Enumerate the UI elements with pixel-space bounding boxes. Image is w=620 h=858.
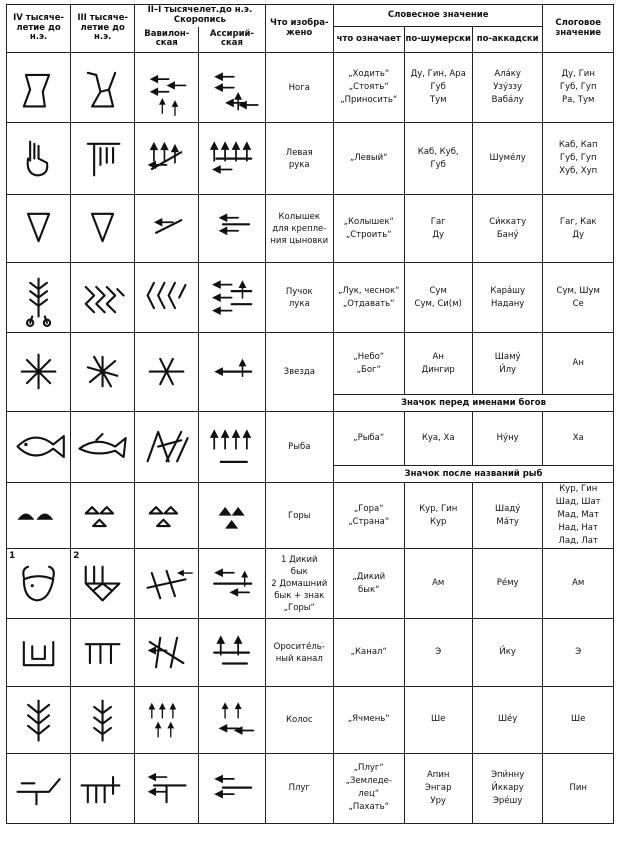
akkadian-cell-line: И́ккару [491, 782, 524, 793]
meaning-cell-line: „Гора“ [353, 503, 384, 514]
sumerian-cell [404, 412, 472, 466]
meaning-cell [333, 195, 404, 263]
syllabic-cell-line: Ду, Гин [561, 69, 595, 79]
what-depicted [265, 483, 333, 549]
header-col-assyrian: Ассирий-ская [199, 27, 265, 53]
syllabic-cell-line: Хуб, Хуп [559, 166, 598, 176]
sumerian-cell [404, 333, 472, 395]
star-iv-icon [7, 333, 71, 412]
onion-iv-icon [7, 263, 71, 333]
canal-iii-icon [71, 619, 135, 687]
akkadian-cell [472, 333, 543, 395]
fish-babylonian-icon [135, 412, 199, 483]
akkadian-cell-line: Ре́му [496, 578, 519, 589]
akkadian-cell [472, 483, 543, 549]
header-col-akkadian: по-аккадски [472, 27, 543, 53]
meaning-cell [333, 123, 404, 195]
header-col-verbal: Словесное значение [333, 5, 542, 27]
fish-iii-icon [71, 412, 135, 483]
meaning-cell [333, 753, 404, 823]
canal-assyrian-icon [199, 619, 265, 687]
sumerian-cell [404, 619, 472, 687]
akkadian-cell-line: Шуме́лу [489, 153, 526, 163]
table-row [7, 53, 614, 123]
what-depicted-line: ный канал [275, 653, 323, 664]
what-depicted-line: для крепле- [272, 223, 327, 234]
table-row [7, 333, 614, 395]
peg-babylonian-icon [135, 195, 199, 263]
peg-assyrian-icon [199, 195, 265, 263]
sumerian-cell-line: Губ [430, 82, 446, 92]
meaning-cell-line: „Плуг“ [353, 763, 384, 773]
what-depicted-line: Звезда [283, 367, 315, 377]
meaning-cell [333, 263, 404, 333]
akkadian-cell [472, 753, 543, 823]
ear-assyrian-icon [199, 687, 265, 753]
left-hand-babylonian-icon [135, 123, 199, 195]
variant-number: 1 [9, 551, 16, 562]
star-babylonian-icon [135, 333, 199, 412]
what-depicted [265, 687, 333, 753]
bull-iii-icon [71, 549, 135, 619]
meaning-cell-line: „Небо“ [353, 351, 385, 362]
sumerian-cell-line: Ан [432, 351, 444, 362]
meaning-cell [333, 333, 404, 395]
syllabic-cell-line: Гаг, Как [559, 216, 597, 227]
what-depicted-line: Колос [286, 714, 313, 725]
syllabic-cell [543, 263, 614, 333]
peg-iii-icon [71, 195, 135, 263]
syllabic-cell [543, 483, 614, 549]
sumerian-cell-line: Апин [426, 769, 450, 780]
syllabic-cell-line: Э [575, 647, 582, 658]
sumerian-cell [404, 123, 472, 195]
akkadian-cell-line: Эре́шу [492, 795, 523, 806]
syllabic-cell-line: Сум, Шум [556, 285, 600, 296]
left-hand-assyrian-icon [199, 123, 265, 195]
meaning-cell-line: лец“ [358, 789, 380, 799]
meaning-cell-line: „Строить“ [345, 229, 392, 240]
what-depicted [265, 195, 333, 263]
syllabic-cell-line: Ан [572, 358, 584, 368]
meaning-cell [333, 53, 404, 123]
header-col-sumerian: по-шумерски [404, 27, 472, 53]
table-row [7, 195, 614, 263]
sumerian-cell-line: Ду, Гин, Ара [410, 69, 466, 79]
sumerian-cell-line: Тум [429, 95, 447, 105]
sumerian-cell-line: Ду [432, 229, 445, 240]
what-depicted-line: Нога [288, 82, 310, 93]
table-row [7, 687, 614, 753]
mountain-assyrian-icon [199, 483, 265, 549]
syllabic-cell-line: Пин [569, 782, 587, 793]
sumerian-cell [404, 195, 472, 263]
sumerian-cell-line: Ам [432, 578, 445, 589]
sumerian-cell [404, 263, 472, 333]
ear-babylonian-icon [135, 687, 199, 753]
syllabic-cell-line: Каб, Кап [558, 140, 598, 150]
meaning-cell-line: „Канал“ [350, 647, 387, 658]
fish-iv-icon [7, 412, 71, 483]
what-depicted [265, 549, 333, 619]
what-depicted-line: 2 Домашний [271, 578, 328, 589]
header-col-ii-i-title: II–I тысячелет.до н.э. [147, 5, 253, 16]
akkadian-cell-line: Ну́ну [496, 433, 519, 443]
plough-iii-icon [71, 753, 135, 823]
akkadian-cell-line: Надану [491, 298, 525, 309]
ear-iv-icon [7, 687, 71, 753]
syllabic-cell [543, 333, 614, 395]
syllabic-cell-line: Ра, Тум [562, 95, 595, 105]
meaning-cell-line: „Ячмень“ [347, 714, 390, 725]
what-depicted-line: ния цыновки [270, 235, 329, 246]
akkadian-cell [472, 619, 543, 687]
what-depicted-line: Плуг [288, 783, 310, 793]
mountain-iv-icon [7, 483, 71, 549]
syllabic-cell-line: Шад, Шат [555, 497, 601, 508]
sumerian-cell [404, 549, 472, 619]
table-row [7, 263, 614, 333]
meaning-cell-line: „Левый“ [349, 153, 388, 163]
variant-number: 2 [73, 551, 80, 562]
akkadian-cell-line: Ала́ку [494, 69, 521, 79]
sumerian-cell-line: Уру [430, 795, 446, 806]
bull-assyrian-icon [199, 549, 265, 619]
meaning-cell [333, 412, 404, 466]
syllabic-cell [543, 753, 614, 823]
syllabic-cell-line: Мад, Мат [557, 510, 599, 521]
table-row [7, 483, 614, 549]
foot-iii-icon [71, 53, 135, 123]
onion-babylonian-icon [135, 263, 199, 333]
sumerian-cell [404, 687, 472, 753]
meaning-cell [333, 619, 404, 687]
meaning-cell-line: „Лук, чеснок“ [337, 285, 400, 296]
star-assyrian-icon [199, 333, 265, 412]
onion-iii-icon [71, 263, 135, 333]
mountain-babylonian-icon [135, 483, 199, 549]
syllabic-cell-line: Лад, Лат [558, 536, 598, 547]
akkadian-cell-line: Эпи́нну [491, 769, 525, 780]
what-depicted [265, 753, 333, 823]
what-depicted-line: Горы [288, 510, 311, 521]
plough-assyrian-icon [199, 753, 265, 823]
star-iii-icon [71, 333, 135, 412]
syllabic-cell-line: Ду [572, 229, 585, 240]
akkadian-cell-line: Узу́ззу [493, 82, 523, 92]
what-depicted-line: Рыба [288, 442, 311, 452]
what-depicted-line: Левая [285, 147, 313, 158]
meaning-cell-line: „Дикий [352, 571, 386, 582]
akkadian-cell-line: Ма́ту [496, 516, 519, 527]
syllabic-cell [543, 195, 614, 263]
what-depicted-line: бык [290, 566, 308, 577]
meaning-cell-line: „Приносить“ [340, 95, 398, 105]
sumerian-cell-line: Кур, Гин [419, 503, 458, 514]
syllabic-cell-line: Губ, Гуп [559, 82, 597, 92]
what-depicted-line: лука [288, 298, 310, 309]
meaning-cell-line: „Земледе- [345, 776, 392, 786]
syllabic-cell-line: Губ, Гуп [559, 153, 597, 163]
header-col-syllabic: Слоговое значение [543, 5, 614, 53]
table-row [7, 619, 614, 687]
table-body [7, 53, 614, 824]
akkadian-cell-line: Кара́шу [490, 285, 525, 296]
akkadian-cell [472, 687, 543, 753]
meaning-cell [333, 483, 404, 549]
what-depicted-line: рука [288, 159, 310, 170]
what-depicted [265, 619, 333, 687]
meaning-cell-line: „Бог“ [356, 364, 381, 375]
what-depicted [265, 263, 333, 333]
what-depicted-line: „Горы“ [283, 602, 315, 613]
sumerian-cell-line: Каб, Куб, [417, 146, 459, 157]
foot-iv-icon [7, 53, 71, 123]
sumerian-cell-line: Куа, Ха [421, 433, 455, 443]
what-depicted [265, 333, 333, 412]
syllabic-cell [543, 687, 614, 753]
sumerian-cell-line: Сум [429, 285, 447, 296]
meaning-cell-line: „Стоять“ [348, 82, 389, 92]
sumerian-cell [404, 483, 472, 549]
sumerian-cell [404, 53, 472, 123]
meaning-cell [333, 549, 404, 619]
table-row [7, 549, 614, 619]
header-col-what: Что изобра-жено [265, 5, 333, 53]
meaning-cell-line: бык“ [357, 584, 380, 595]
peg-iv-icon [7, 195, 71, 263]
meaning-cell-line: „Колышек“ [343, 216, 394, 227]
sumerian-cell-line: Сум, Си(м) [414, 298, 462, 309]
header-col-iv: IV тысяче-летие до н.э. [7, 5, 71, 53]
cuneiform-table [6, 4, 614, 824]
left-hand-iii-icon [71, 123, 135, 195]
akkadian-cell [472, 53, 543, 123]
plough-iv-icon [7, 753, 71, 823]
syllabic-cell [543, 412, 614, 466]
header-col-ii-i [135, 5, 265, 27]
akkadian-cell-line: Ше́у [497, 714, 518, 725]
akkadian-cell-line: И́лу [499, 364, 517, 375]
akkadian-cell [472, 412, 543, 466]
bull-babylonian-icon [135, 549, 199, 619]
header-col-iii: III тысяче-летие до н.э. [71, 5, 135, 53]
akkadian-cell [472, 263, 543, 333]
sumerian-cell-line: Гаг [430, 216, 446, 227]
canal-iv-icon [7, 619, 71, 687]
syllabic-cell-line: Се [572, 298, 584, 309]
what-depicted-line: бык + знак [274, 590, 325, 601]
header-col-babylonian: Вавилон-ская [135, 27, 199, 53]
meaning-cell-line: „Ходить“ [348, 69, 390, 79]
sumerian-cell-line: Кур [429, 516, 447, 527]
syllabic-cell-line: Кур, Гин [559, 484, 598, 495]
what-depicted-line: Пучок [285, 286, 313, 297]
akkadian-cell [472, 123, 543, 195]
bull-iv-icon [7, 549, 71, 619]
fish-assyrian-icon [199, 412, 265, 483]
table-row [7, 412, 614, 466]
what-depicted [265, 412, 333, 483]
syllabic-cell-line: Ам [572, 578, 585, 589]
header-col-ii-i-sub: Скоропись [173, 14, 226, 25]
syllabic-cell [543, 619, 614, 687]
meaning-cell-line: „Страна“ [348, 516, 390, 527]
akkadian-cell-line: Си́ккату [489, 216, 527, 227]
syllabic-cell [543, 123, 614, 195]
what-depicted-line: Оросите́ль- [273, 641, 325, 652]
sumerian-cell-line: Э [435, 647, 442, 658]
header-col-means: что означает [333, 27, 404, 53]
syllabic-cell-line: Ха [572, 433, 584, 443]
sumerian-cell-line: Ше [431, 714, 446, 725]
akkadian-cell-line: Бану́ [496, 229, 519, 240]
cuneiform-table-sheet [6, 4, 614, 854]
table-row [7, 123, 614, 195]
canal-babylonian-icon [135, 619, 199, 687]
sumerian-cell-line: Энгар [424, 782, 452, 793]
meaning-cell-line: „Отдавать“ [342, 298, 395, 309]
onion-assyrian-icon [199, 263, 265, 333]
syllabic-cell-line: Над, Нат [558, 523, 598, 534]
foot-assyrian-icon [199, 53, 265, 123]
table-row [7, 753, 614, 823]
meaning-cell-line: „Рыба“ [353, 433, 385, 443]
syllabic-cell-line: Ше [571, 714, 586, 725]
ear-iii-icon [71, 687, 135, 753]
what-depicted [265, 53, 333, 123]
sumerian-cell-line: Дингир [421, 364, 455, 375]
meaning-cell [333, 687, 404, 753]
akkadian-cell [472, 549, 543, 619]
what-depicted-line: Колышек [278, 211, 321, 222]
meaning-cell-line: „Пахать“ [348, 802, 390, 812]
determinative-note: Значок после названий рыб [333, 466, 613, 483]
akkadian-cell [472, 195, 543, 263]
sumerian-cell-line: Губ [430, 159, 446, 170]
what-depicted-line: 1 Дикий [281, 554, 318, 565]
syllabic-cell [543, 549, 614, 619]
akkadian-cell-line: Шаду́ [495, 503, 521, 514]
mountain-iii-icon [71, 483, 135, 549]
plough-babylonian-icon [135, 753, 199, 823]
akkadian-cell-line: И́ку [499, 647, 516, 658]
syllabic-cell [543, 53, 614, 123]
determinative-note: Значок перед именами богов [333, 395, 613, 412]
left-hand-iv-icon [7, 123, 71, 195]
akkadian-cell-line: Вабáлу [491, 95, 524, 105]
sumerian-cell [404, 753, 472, 823]
akkadian-cell-line: Шаму́ [494, 351, 521, 362]
what-depicted [265, 123, 333, 195]
foot-babylonian-icon [135, 53, 199, 123]
